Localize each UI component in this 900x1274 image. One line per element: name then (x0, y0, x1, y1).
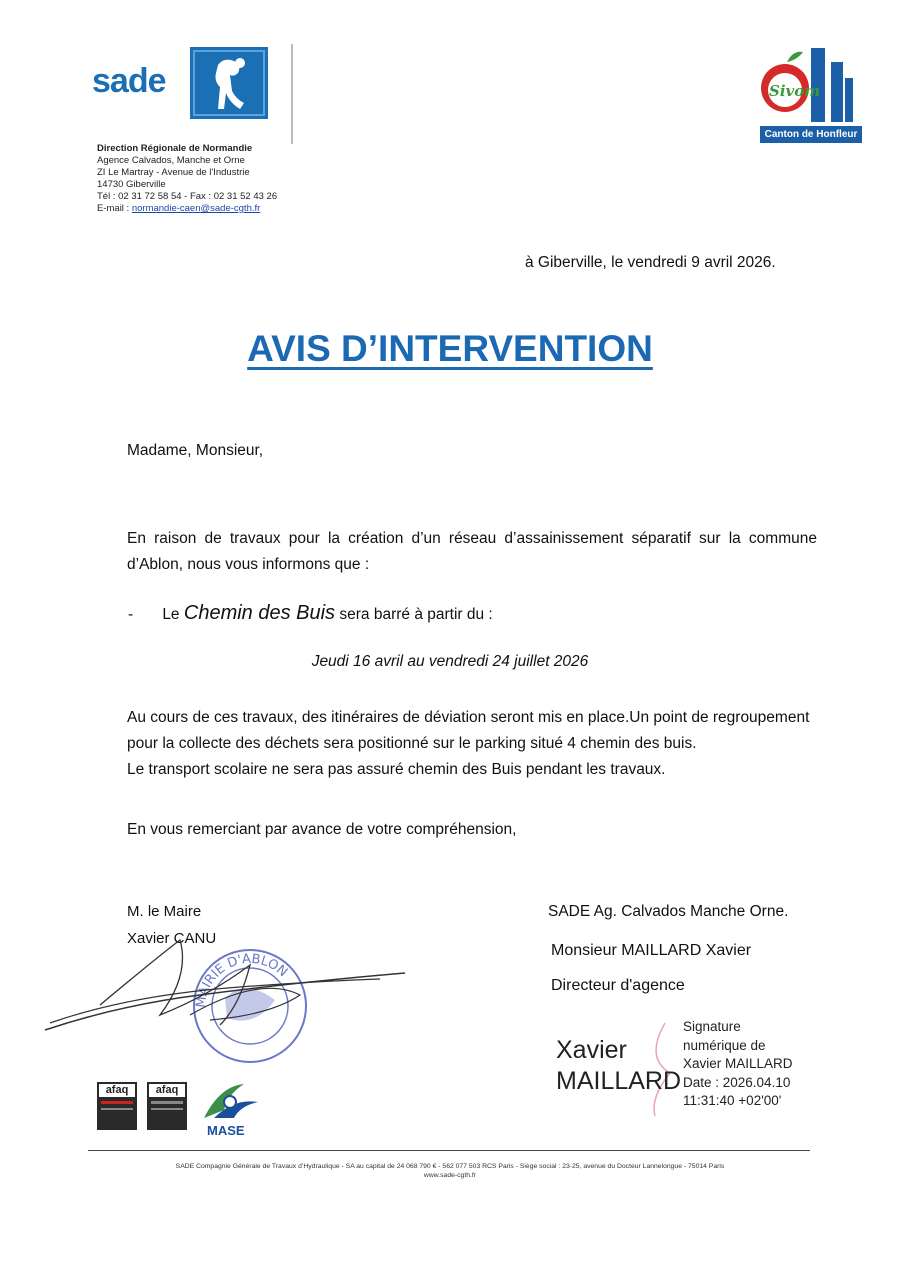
address-line: Direction Régionale de Normandie (97, 143, 253, 154)
closure-bullet (128, 602, 493, 625)
sig-meta-line: Signature (683, 1019, 741, 1034)
footer-divider (88, 1150, 810, 1151)
email-link[interactable]: normandie-caen@sade-cgth.fr (131, 203, 261, 214)
digital-signature-meta (683, 1018, 793, 1111)
page-title (0, 328, 900, 370)
address-line: Tél : 02 31 72 58 54 - Fax : 02 31 52 43 26 (97, 191, 278, 202)
address-line: ZI Le Martray - Avenue de l'Industrie (97, 167, 250, 178)
digital-signature-last: MAILLARD (556, 1067, 682, 1095)
digital-signature-first: Xavier (556, 1036, 627, 1064)
sig-meta-line: Date : 2026.04.10 (683, 1074, 791, 1090)
details-paragraph (127, 705, 817, 783)
intro-paragraph: En raison de travaux pour la création d’un réseau d’assainissement séparatif sur la commune d’Ablon, nous vous informons que : (127, 530, 817, 573)
mayor-role: M. le Maire (127, 903, 202, 920)
director-role: Directeur d'agence (551, 977, 685, 994)
bullet-suffix: sera barré à partir du : (339, 606, 493, 623)
sivom-logo-text: Sivom (769, 82, 821, 100)
sig-meta-line: Xavier MAILLARD (683, 1056, 793, 1071)
details-line: pour la collecte des déchets sera positionné sur le parking situé 4 chemin des buis. (127, 735, 697, 752)
closing-line: En vous remerciant par avance de votre compréhension, (127, 821, 517, 838)
afaq-logo-text: afaq (99, 1084, 135, 1097)
sade-logo-icon (190, 47, 268, 119)
sade-logo-text: sade (92, 62, 166, 100)
company-signatory: SADE Ag. Calvados Manche Orne. (548, 903, 789, 920)
address-line: 14730 Giberville (97, 179, 166, 190)
sig-meta-line: numérique de (683, 1037, 766, 1053)
agency-address (97, 143, 277, 215)
afaq-logo-icon (147, 1082, 187, 1130)
mase-logo-text: MASE (207, 1123, 245, 1138)
footer-legal: SADE Compagnie Générale de Travaux d’Hydraulique - SA au capital de 24 068 790 € - 562 077 503 RCS Paris - Siège social : 23-25, avenue du Docteur Lannelongue - 75014 Paris (175, 1163, 725, 1170)
mayor-name: Xavier CANU (127, 930, 217, 947)
title-text: AVIS D’INTERVENTION (247, 328, 653, 369)
road-name: Chemin des Buis (183, 602, 336, 624)
header-divider (291, 44, 293, 144)
sig-meta-line: 11:31:40 +02'00' (683, 1093, 782, 1108)
director-name: Monsieur MAILLARD Xavier (551, 942, 752, 959)
mayor-signature-icon (40, 935, 410, 1045)
footer-website[interactable]: www.sade-cgth.fr (423, 1172, 477, 1179)
afaq-logo-icon (97, 1082, 137, 1130)
details-line: Au cours de ces travaux, des itinéraires de déviation seront mis en place.Un point de regroupement (127, 709, 810, 726)
bullet-dash: - (128, 606, 134, 623)
works-period: Jeudi 16 avril au vendredi 24 juillet 2026 (311, 653, 589, 670)
greeting: Madame, Monsieur, (127, 442, 264, 459)
email-label: E-mail : (97, 203, 132, 214)
stamp-text: MAIRIE D'ABLON (193, 951, 291, 1009)
canton-label: Canton de Honfleur (760, 126, 862, 143)
afaq-logo-text: afaq (149, 1084, 185, 1097)
email-line (97, 203, 277, 215)
footer (0, 1162, 900, 1180)
date-line: à Giberville, le vendredi 9 avril 2026. (525, 254, 776, 271)
bullet-prefix: Le (162, 606, 180, 623)
address-line: Agence Calvados, Manche et Orne (97, 155, 245, 166)
details-line: Le transport scolaire ne sera pas assuré chemin des Buis pendant les travaux. (127, 761, 666, 778)
mase-logo-icon (200, 1080, 260, 1122)
